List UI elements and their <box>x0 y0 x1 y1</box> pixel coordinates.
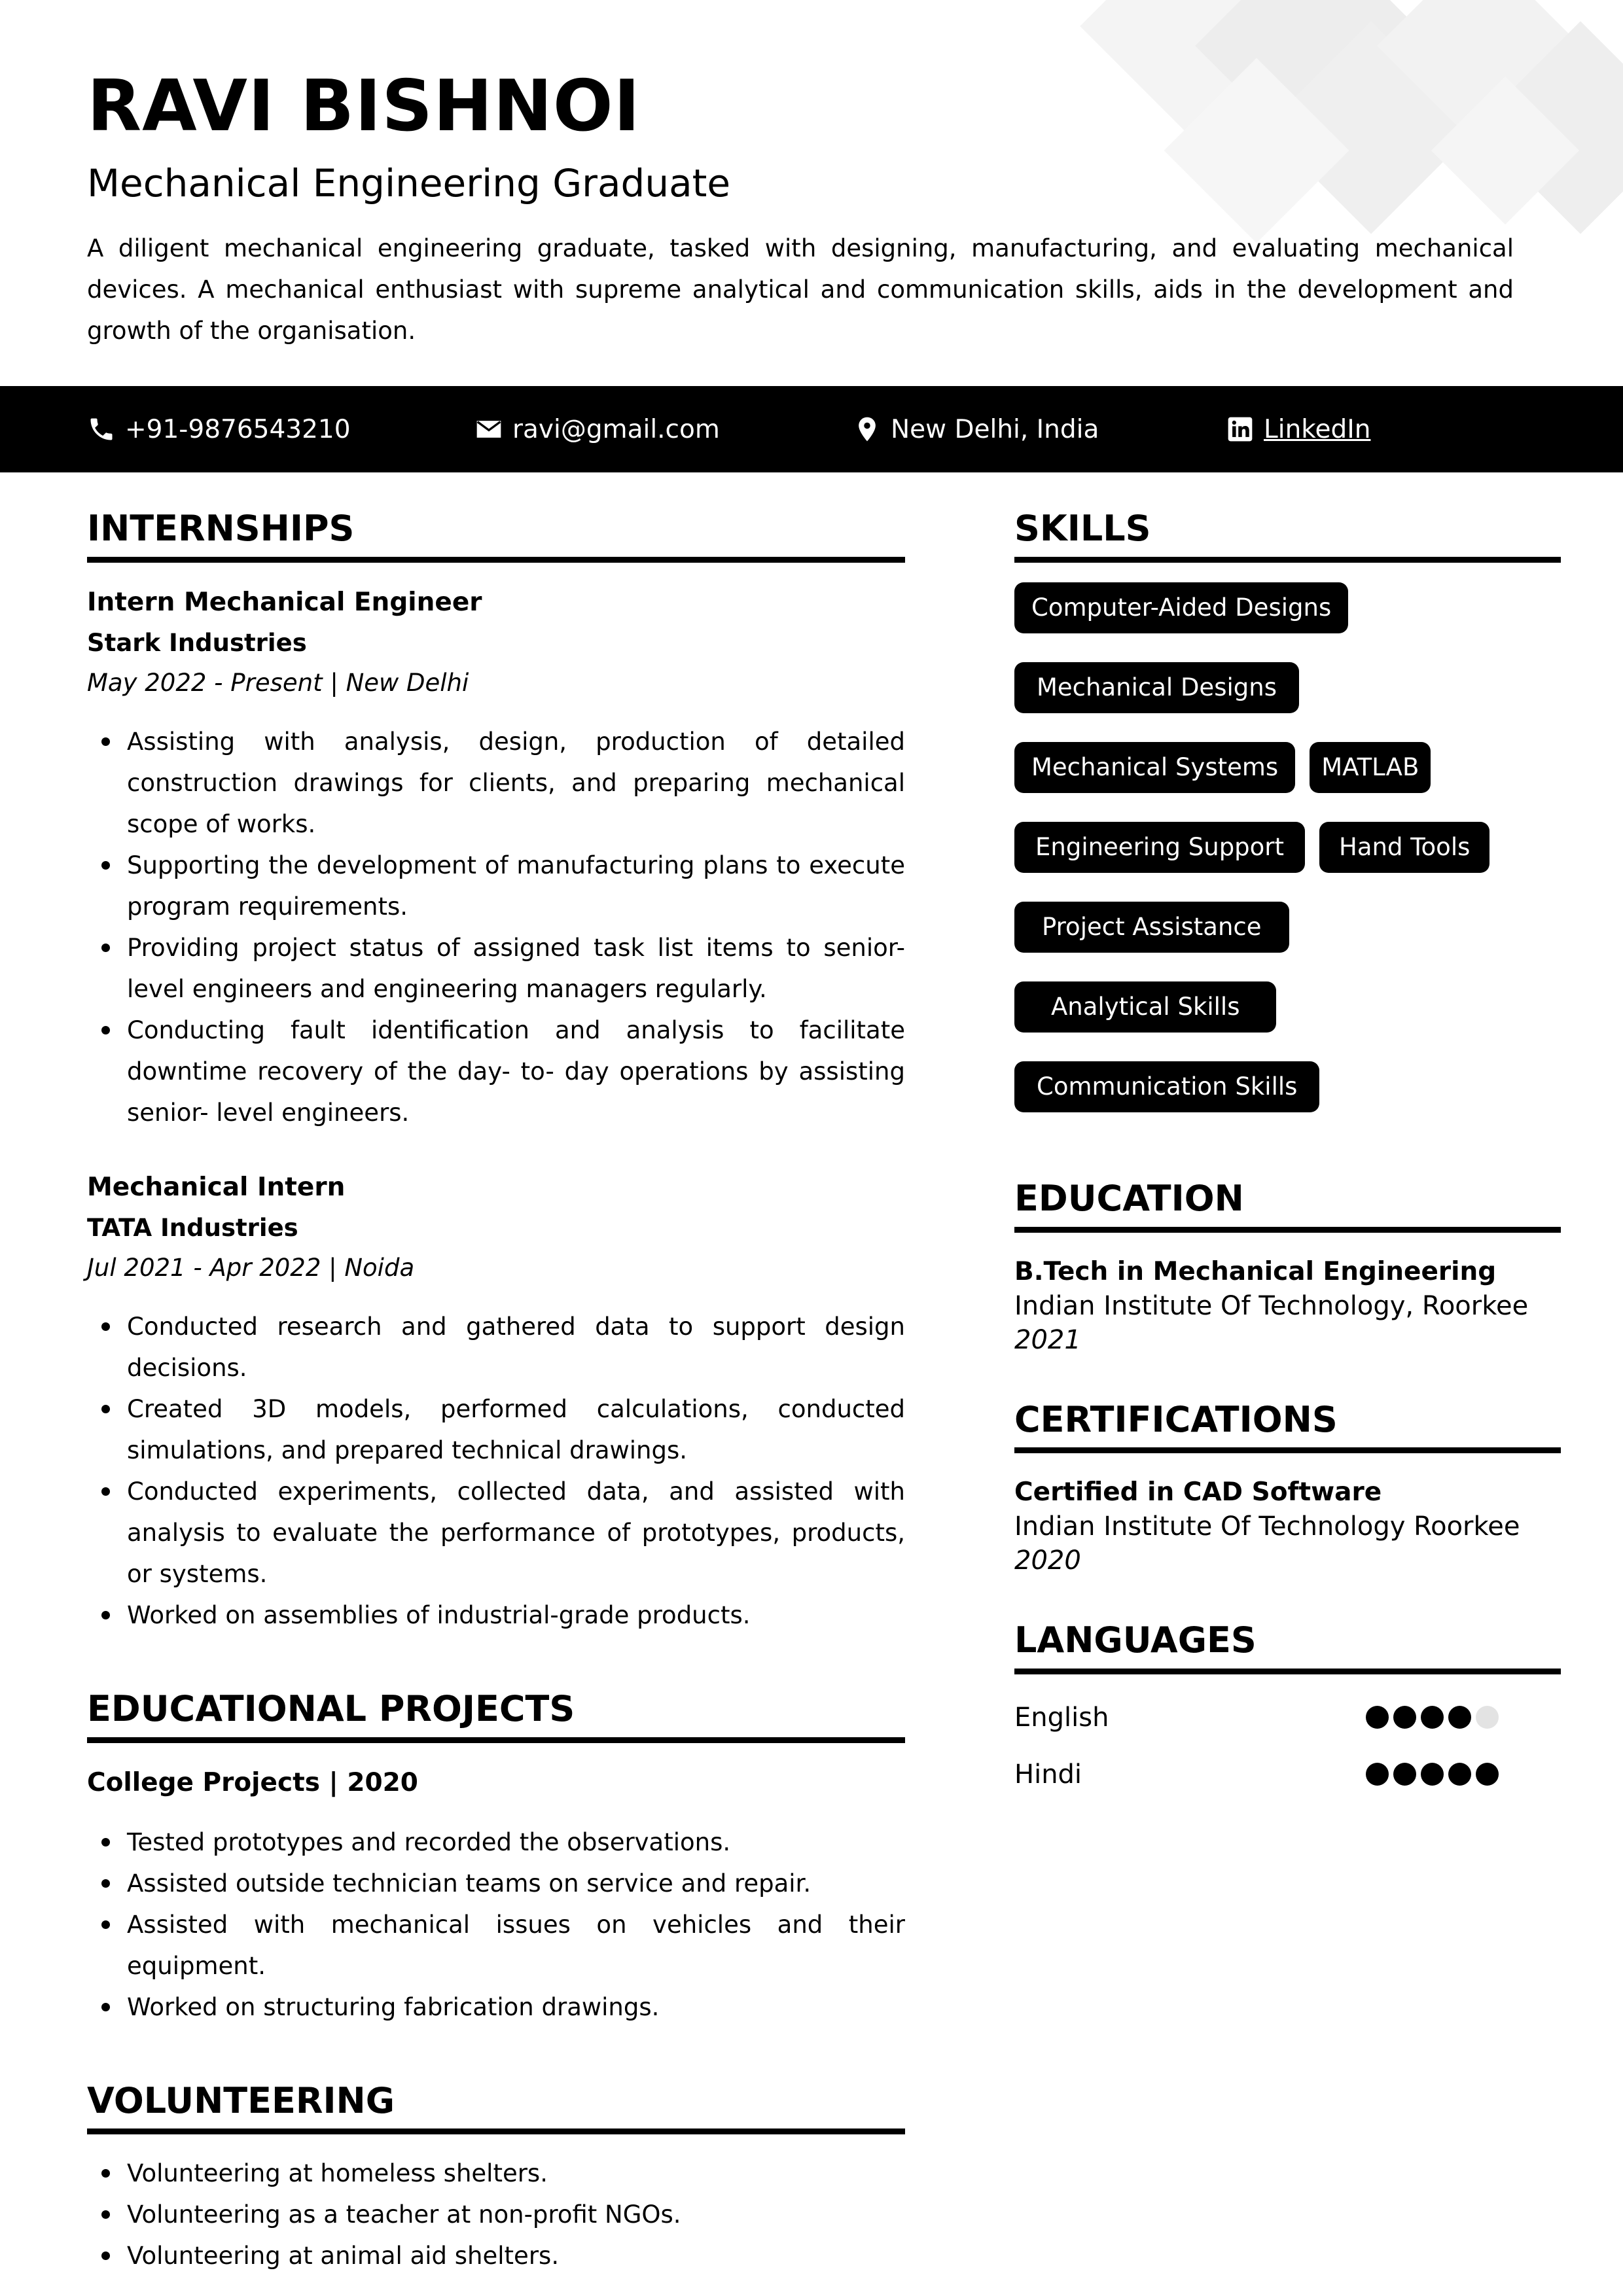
languages-list <box>1014 1689 1561 1803</box>
level-dot-filled <box>1393 1763 1416 1786</box>
bullet-item: Volunteering at homeless shelters. <box>87 2153 905 2194</box>
section-title-internships: INTERNSHIPS <box>87 508 905 563</box>
skills-tags <box>1014 582 1561 1112</box>
skill-tag: Computer-Aided Designs <box>1014 582 1348 633</box>
project-heading: College Projects | 2020 <box>87 1767 418 1797</box>
candidate-title: Mechanical Engineering Graduate <box>87 161 731 205</box>
language-level-dots <box>1366 1706 1499 1729</box>
certifications-section <box>1014 1399 1561 1578</box>
level-dot-empty <box>1476 1706 1499 1729</box>
phone-number: +91-9876543210 <box>125 414 351 444</box>
bullet-item: Created 3D models, performed calculations, conducted simulations, and prepared technical drawings. <box>87 1388 905 1471</box>
candidate-name: RAVI BISHNOI <box>87 65 641 147</box>
job-company: TATA Industries <box>87 1213 298 1242</box>
profile-summary: A diligent mechanical engineering graduate, tasked with designing, manufacturing, and evaluating mechanical devices. A mechanical enthusiast with supreme analytical and communication skills, aids in the development and growth of the organisation. <box>87 234 1514 345</box>
bullet-item: Conducting fault identification and analysis to facilitate downtime recovery of the day- to- day operations by assisting senior- level engineers. <box>87 1010 905 1133</box>
internships-section <box>87 508 905 1636</box>
location-pin-icon <box>853 415 882 444</box>
linkedin-link[interactable]: LinkedIn <box>1264 414 1371 444</box>
skill-tag: Analytical Skills <box>1014 981 1276 1033</box>
education-school: Indian Institute Of Technology, Roorkee <box>1014 1290 1529 1321</box>
projects-section <box>87 1688 905 2028</box>
bullet-item: Volunteering as a teacher at non-profit NGOs. <box>87 2194 905 2235</box>
bullet-item: Assisted outside technician teams on service and repair. <box>87 1863 905 1904</box>
job-role: Intern Mechanical Engineer <box>87 587 482 617</box>
languages-section <box>1014 1619 1561 1803</box>
skill-tag: MATLAB <box>1310 742 1431 793</box>
bullet-item: Providing project status of assigned task list items to senior- level engineers and engineering managers regularly. <box>87 927 905 1010</box>
bullet-item: Conducted experiments, collected data, and assisted with analysis to evaluate the performance of prototypes, products, or systems. <box>87 1471 905 1595</box>
language-row <box>1014 1746 1561 1803</box>
level-dot-filled <box>1448 1706 1471 1729</box>
language-level-dots <box>1366 1763 1499 1786</box>
bullet-item: Supporting the development of manufacturing plans to execute program requirements. <box>87 845 905 927</box>
section-title-skills: SKILLS <box>1014 508 1561 563</box>
education-section <box>1014 1178 1561 1357</box>
skill-tag: Mechanical Systems <box>1014 742 1295 793</box>
contact-bar <box>0 386 1623 472</box>
level-dot-filled <box>1476 1763 1499 1786</box>
skills-section <box>1014 508 1561 1112</box>
section-title-projects: EDUCATIONAL PROJECTS <box>87 1688 905 1743</box>
contact-location <box>853 386 1099 472</box>
level-dot-filled <box>1421 1763 1444 1786</box>
level-dot-filled <box>1421 1706 1444 1729</box>
contact-email[interactable] <box>474 386 720 472</box>
job-date-location: May 2022 - Present | New Delhi <box>87 668 469 697</box>
skill-tag: Hand Tools <box>1319 822 1489 873</box>
right-column <box>1014 508 1561 1803</box>
bullet-item: Tested prototypes and recorded the observations. <box>87 1822 905 1863</box>
language-row <box>1014 1689 1561 1746</box>
job-company: Stark Industries <box>87 628 307 657</box>
level-dot-filled <box>1448 1763 1471 1786</box>
education-degree: B.Tech in Mechanical Engineering <box>1014 1256 1497 1286</box>
mail-icon <box>474 415 503 444</box>
volunteering-section <box>87 2080 905 2277</box>
bullet-item: Worked on structuring fabrication drawings. <box>87 1987 905 2028</box>
job-entry <box>87 582 905 1133</box>
skill-tag: Project Assistance <box>1014 902 1289 953</box>
section-title-education: EDUCATION <box>1014 1178 1561 1233</box>
job-role: Mechanical Intern <box>87 1172 346 1202</box>
level-dot-filled <box>1366 1763 1389 1786</box>
job-bullets <box>87 1306 905 1636</box>
contact-linkedin[interactable] <box>1226 386 1370 472</box>
level-dot-filled <box>1393 1706 1416 1729</box>
education-year: 2021 <box>1014 1324 1081 1355</box>
skill-tag: Communication Skills <box>1014 1061 1319 1112</box>
education-entry <box>1014 1255 1561 1357</box>
bullet-item: Assisted with mechanical issues on vehicles and their equipment. <box>87 1904 905 1987</box>
bullet-item: Assisting with analysis, design, production of detailed construction drawings for clients, and preparing mechanical scope of works. <box>87 721 905 845</box>
volunteering-bullets <box>87 2153 905 2276</box>
skill-tag: Mechanical Designs <box>1014 662 1299 713</box>
section-title-volunteering: VOLUNTEERING <box>87 2080 905 2135</box>
language-name: English <box>1014 1702 1109 1733</box>
job-date-location: Jul 2021 - Apr 2022 | Noida <box>87 1253 415 1282</box>
job-bullets <box>87 721 905 1133</box>
location-text: New Delhi, India <box>891 414 1099 444</box>
level-dot-filled <box>1366 1706 1389 1729</box>
linkedin-icon <box>1226 415 1255 444</box>
bullet-item: Volunteering at animal aid shelters. <box>87 2235 905 2276</box>
certification-name: Certified in CAD Software <box>1014 1477 1382 1508</box>
certification-entry <box>1014 1475 1561 1578</box>
project-bullets <box>87 1822 905 2028</box>
skill-tag: Engineering Support <box>1014 822 1305 873</box>
bullet-item: Worked on assemblies of industrial-grade products. <box>87 1595 905 1636</box>
phone-icon <box>87 415 116 444</box>
bullet-item: Conducted research and gathered data to support design decisions. <box>87 1306 905 1388</box>
section-title-languages: LANGUAGES <box>1014 1619 1561 1674</box>
contact-phone[interactable] <box>87 386 351 472</box>
section-title-certifications: CERTIFICATIONS <box>1014 1399 1561 1454</box>
left-column <box>87 508 905 2276</box>
certification-year: 2020 <box>1014 1545 1081 1576</box>
certification-issuer: Indian Institute Of Technology Roorkee <box>1014 1511 1520 1542</box>
email-address: ravi@gmail.com <box>512 414 720 444</box>
language-name: Hindi <box>1014 1759 1082 1790</box>
job-entry <box>87 1167 905 1636</box>
